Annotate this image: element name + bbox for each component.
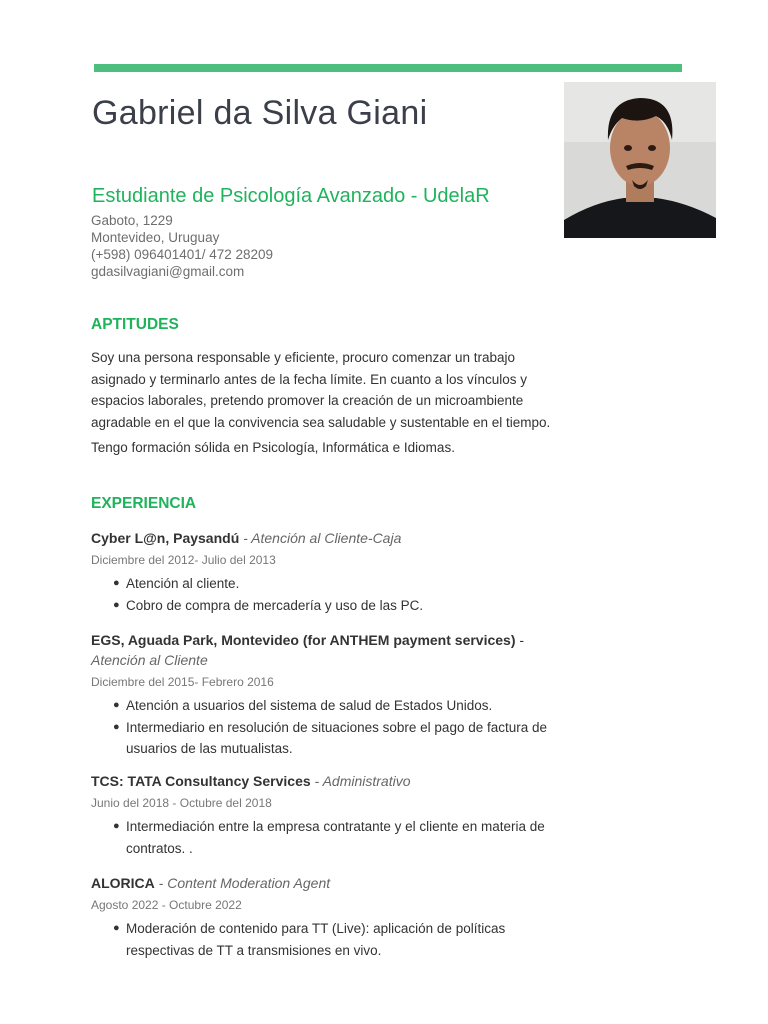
phone-line: (+598) 096401401/ 472 28209 — [91, 247, 274, 262]
job-role: - Content Moderation Agent — [158, 875, 331, 891]
city-line: Montevideo, Uruguay — [91, 230, 220, 245]
job-bullet: ● Cobro de compra de mercadería y uso de las PC. — [91, 595, 571, 617]
job-title — [91, 771, 571, 791]
job-date: Diciembre del 2015- Febrero 2016 — [91, 675, 274, 689]
email-line: gdasilvagiani@gmail.com — [91, 264, 245, 279]
job-company: EGS, Aguada Park, Montevideo (for ANTHEM payment services) — [91, 632, 516, 648]
job-title — [91, 873, 571, 893]
job-date: Junio del 2018 - Octubre del 2018 — [91, 796, 272, 810]
contact-info — [91, 212, 273, 280]
job-date: Agosto 2022 - Octubre 2022 — [91, 898, 242, 912]
accent-bar — [94, 64, 682, 72]
job-bullet: ● Atención al cliente. — [91, 573, 571, 595]
job-role: - Administrativo — [314, 773, 411, 789]
job-role: Atención al Cliente — [91, 652, 208, 668]
address-line: Gaboto, 1229 — [91, 213, 173, 228]
job-entry — [91, 528, 571, 616]
job-bullet: ● Atención a usuarios del sistema de salud de Estados Unidos. — [91, 695, 571, 717]
job-bullet: ● Moderación de contenido para TT (Live): aplicación de políticas respectivas de TT a transmisiones en vivo. — [91, 918, 571, 961]
section-title-experiencia: EXPERIENCIA — [91, 495, 197, 512]
job-date: Diciembre del 2012- Julio del 2013 — [91, 553, 276, 567]
job-title — [91, 630, 571, 670]
job-entry — [91, 771, 571, 859]
candidate-name: Gabriel da Silva Giani — [92, 94, 428, 132]
job-bullet: ● Intermediación entre la empresa contratante y el cliente en materia de contratos. . — [91, 816, 571, 859]
job-entry — [91, 630, 571, 760]
section-title-aptitudes: APTITUDES — [91, 316, 179, 333]
aptitudes-paragraph: Soy una persona responsable y eficiente, procuro comenzar un trabajo asignado y terminarlo antes de la fecha límite. En cuanto a los vínculos y espacios laborales, pretendo promover la creación de un microambiente agradable en el que la convivencia sea saludable y sustentable en el tiempo. — [91, 350, 551, 430]
professional-headline: Estudiante de Psicología Avanzado - UdelaR — [92, 185, 490, 207]
job-bullet: ● Intermediario en resolución de situaciones sobre el pago de factura de usuarios de las mutualistas. — [91, 717, 571, 760]
profile-photo — [564, 82, 716, 238]
job-title — [91, 528, 571, 548]
job-company: ALORICA — [91, 875, 155, 891]
job-entry — [91, 873, 571, 961]
job-role: - Atención al Cliente-Caja — [243, 530, 402, 546]
job-company: TCS: TATA Consultancy Services — [91, 773, 311, 789]
job-company: Cyber L@n, Paysandú — [91, 530, 240, 546]
job-role-separator: - — [519, 632, 525, 648]
aptitudes-skills-paragraph: Tengo formación sólida en Psicología, Informática e Idiomas. — [91, 440, 455, 455]
